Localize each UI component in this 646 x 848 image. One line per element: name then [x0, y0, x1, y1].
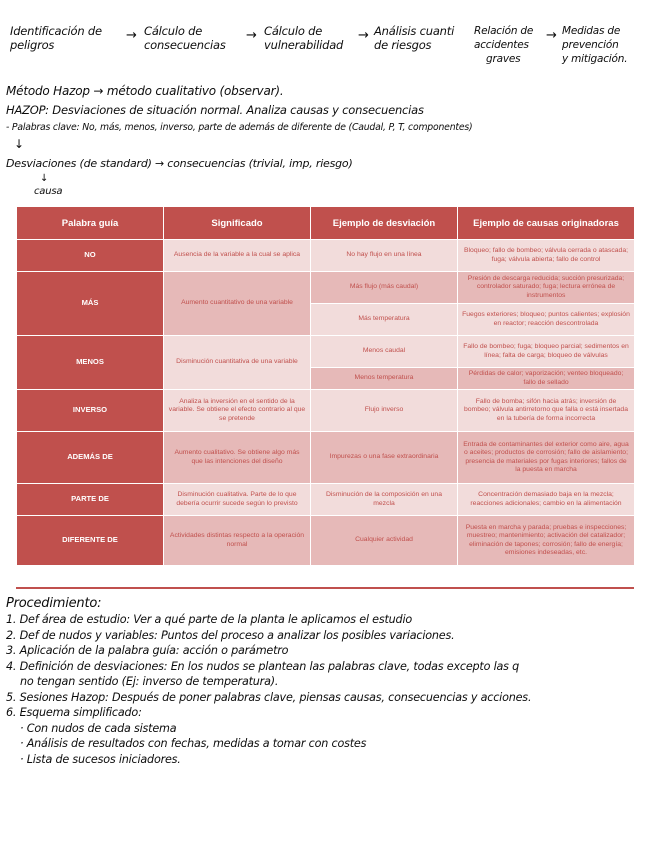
deviation-cell: Menos temperatura: [311, 368, 458, 390]
causes-cell: Presión de descarga reducida; succión presurizada; controlador saturado; fuga; lectura errónea de instrumentos: [458, 272, 635, 304]
deviation-cell: Más temperatura: [311, 304, 458, 336]
note-palabras-clave: - Palabras clave: No, más, menos, inverso, parte de además de diferente de (Caudal, P, T, componentes): [6, 122, 473, 133]
flow-step-line: Identificación de: [10, 24, 102, 38]
note-desviaciones: Desviaciones (de standard) → consecuencias (trivial, imp, riesgo): [6, 157, 353, 170]
flow-step-line: y mitigación.: [562, 53, 628, 65]
flow-step-line: Relación de: [474, 25, 534, 37]
flow-step-line: vulnerabilidad: [264, 38, 344, 52]
flow-step-line: de riesgos: [374, 38, 432, 52]
guide-word: NO: [17, 240, 164, 272]
note-causa: causa: [34, 186, 63, 197]
guide-word: MENOS: [17, 336, 164, 390]
flow-step-line: consecuencias: [144, 38, 226, 52]
flow-step-line: Cálculo de: [264, 24, 323, 38]
table-row: [17, 390, 635, 432]
flow-step-vulnerabilidad: [264, 24, 343, 52]
flow-step-line: Medidas de: [562, 25, 621, 37]
procedure-subitem: · Con nudos de cada sistema: [20, 721, 177, 735]
flow-step-line: accidentes: [474, 39, 529, 51]
down-arrow-icon: ↓: [40, 173, 49, 184]
flow-step-relacion: [474, 24, 533, 66]
procedure-item: 1. Def área de estudio: Ver a qué parte de la planta le aplicamos el estudio: [6, 613, 413, 626]
procedure-title: Procedimiento:: [6, 596, 102, 611]
causes-cell: Concentración demasiado baja en la mezcla; reacciones adicionales; cambio en la alimentación: [458, 484, 635, 516]
causes-cell: Bloqueo; fallo de bombeo; válvula cerrada o atascada; fuga; válvula abierta; fallo de control: [458, 240, 635, 272]
note-metodo: Método Hazop → método cualitativo (observar).: [6, 84, 284, 98]
column-header: Ejemplo de desviación: [311, 207, 458, 240]
meaning-cell: Aumento cuantitativo de una variable: [164, 272, 311, 336]
procedure-section: [6, 595, 642, 767]
procedure-item: 4. Definición de desviaciones: En los nudos se plantean las palabras clave, todas excepto las q: [6, 659, 520, 673]
column-header: Ejemplo de causas originadoras: [458, 207, 635, 240]
table-row: [17, 240, 635, 272]
causes-cell: Fuegos exteriores; bloqueo; puntos calientes; explosión en reactor; reacción descontrolada: [458, 304, 635, 336]
deviation-cell: Más flujo (más caudal): [311, 272, 458, 304]
process-flow: [6, 10, 642, 82]
down-arrow-icon: ↓: [14, 137, 24, 151]
guide-word: DIFERENTE DE: [17, 516, 164, 566]
flow-step-line: graves: [486, 53, 521, 65]
table-row: [17, 516, 635, 566]
deviation-cell: Cualquier actividad: [311, 516, 458, 566]
deviation-cell: Disminución de la composición en una mezcla: [311, 484, 458, 516]
causes-cell: Fallo de bomba; sifón hacia atrás; inversión de bombeo; válvula antirretorno que falla o está insertada en la tubería de forma incorrecta: [458, 390, 635, 432]
table-bottom-rule: [16, 587, 634, 589]
flow-step-medidas: [562, 24, 627, 66]
note-hazop: HAZOP: Desviaciones de situación normal. Analiza causas y consecuencias: [6, 103, 424, 117]
procedure-item: 2. Def de nudos y variables: Puntos del proceso a analizar los posibles variaciones.: [6, 628, 455, 642]
procedure-item: 5. Sesiones Hazop: Después de poner palabras clave, piensas causas, consecuencias y acciones.: [6, 690, 532, 704]
flow-step-line: Cálculo de: [144, 24, 203, 38]
causes-cell: Entrada de contaminantes del exterior como aire, agua o aceites; productos de corrosión; fallo de aislamiento; presencia de materiales por fugas interiores; fallos de la puesta en marcha: [458, 432, 635, 484]
table-row: [17, 272, 635, 304]
table-row: [17, 484, 635, 516]
meaning-cell: Actividades distintas respecto a la operación normal: [164, 516, 311, 566]
guide-word: ADEMÁS DE: [17, 432, 164, 484]
table-row: [17, 432, 635, 484]
procedure-item: 3. Aplicación de la palabra guía: acción o parámetro: [6, 644, 289, 657]
column-header: Significado: [164, 207, 311, 240]
deviation-cell: Impurezas o una fase extraordinaria: [311, 432, 458, 484]
meaning-cell: Ausencia de la variable a la cual se aplica: [164, 240, 311, 272]
deviation-cell: Menos caudal: [311, 336, 458, 368]
flow-step-line: Análisis cuanti: [374, 24, 455, 38]
procedure-item: 6. Esquema simplificado:: [6, 706, 142, 719]
flow-step-line: peligros: [10, 38, 55, 52]
deviation-cell: Flujo inverso: [311, 390, 458, 432]
flow-step-analisis: [374, 24, 454, 52]
causes-cell: Pérdidas de calor; vaporización; venteo bloqueado; fallo de sellado: [458, 368, 635, 390]
deviation-cell: No hay flujo en una línea: [311, 240, 458, 272]
arrow-icon: →: [126, 28, 137, 43]
causes-cell: Fallo de bombeo; fuga; bloqueo parcial; sedimentos en línea; falta de carga; bloqueo de válvulas: [458, 336, 635, 368]
flow-step-line: prevención: [562, 39, 619, 51]
guide-word: PARTE DE: [17, 484, 164, 516]
column-header: Palabra guía: [17, 207, 164, 240]
meaning-cell: Aumento cualitativo. Se obtiene algo más que las intenciones del diseño: [164, 432, 311, 484]
table-header-row: [17, 207, 635, 240]
meaning-cell: Disminución cualitativa. Parte de lo que debería ocurrir sucede según lo previsto: [164, 484, 311, 516]
meaning-cell: Disminución cuantitativa de una variable: [164, 336, 311, 390]
procedure-subitem: · Lista de sucesos iniciadores.: [20, 752, 181, 766]
arrow-icon: →: [246, 28, 257, 43]
causes-cell: Puesta en marcha y parada; pruebas e inspecciones; muestreo; mantenimiento; activación del catalizador; eliminación de tapones; corrosión; fallo de energía; emisiones indeseadas, etc.: [458, 516, 635, 566]
guide-word: MÁS: [17, 272, 164, 336]
hazop-guide-words-table: [16, 206, 635, 566]
table-row: [17, 336, 635, 368]
meaning-cell: Analiza la inversión en el sentido de la variable. Se obtiene el efecto contrario al que se pretende: [164, 390, 311, 432]
flow-step-consecuencias: [144, 24, 226, 52]
arrow-icon: →: [546, 28, 557, 43]
flow-step-identificacion: [10, 24, 102, 52]
guide-word: INVERSO: [17, 390, 164, 432]
procedure-subitem: · Análisis de resultados con fechas, medidas a tomar con costes: [20, 737, 367, 750]
arrow-icon: →: [358, 28, 369, 43]
procedure-item: no tengan sentido (Ej: inverso de temperatura).: [20, 675, 279, 688]
